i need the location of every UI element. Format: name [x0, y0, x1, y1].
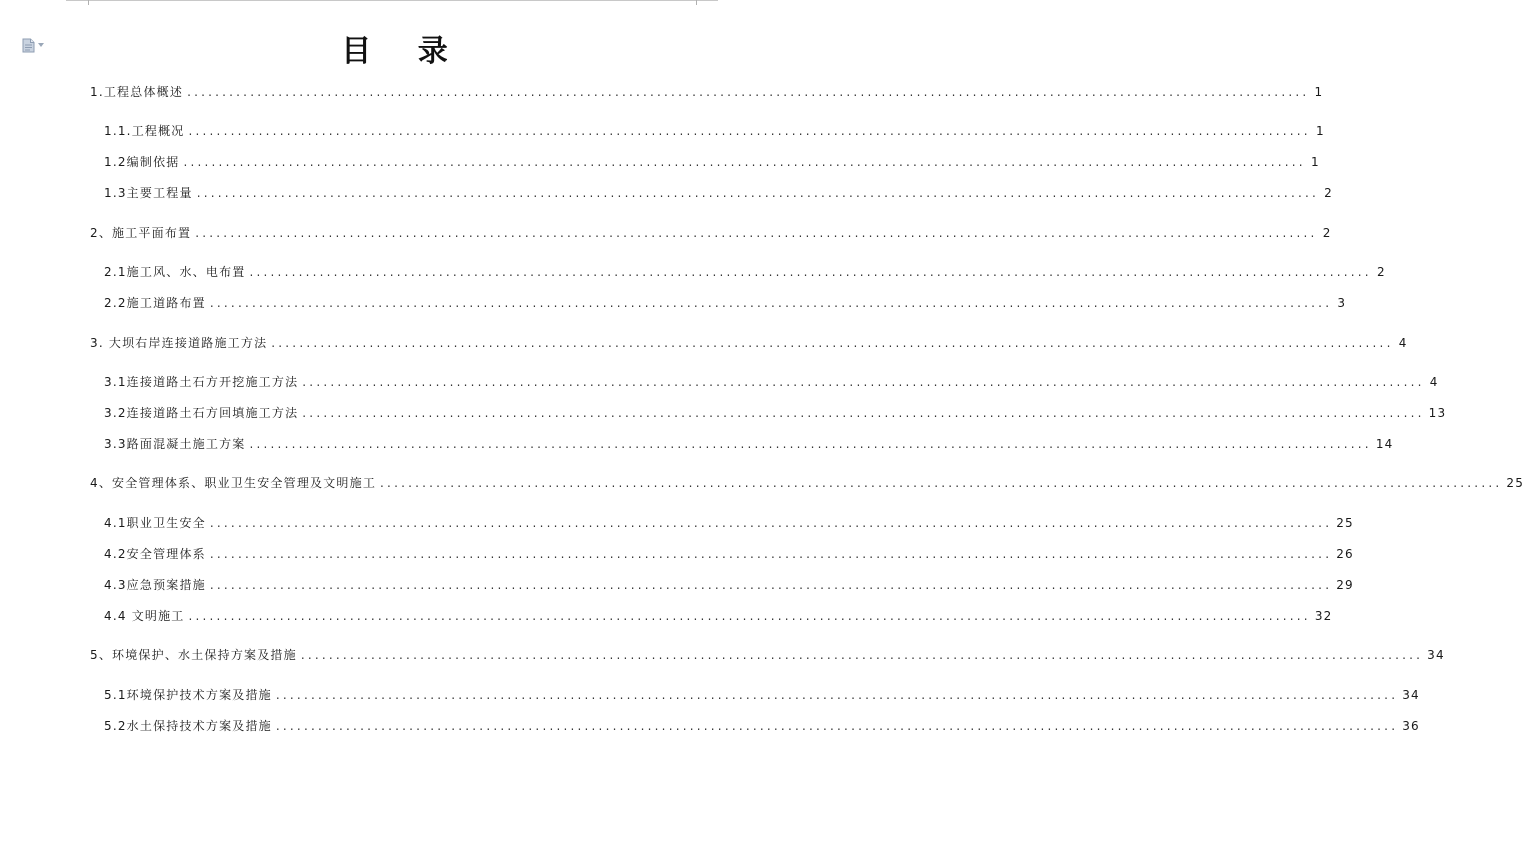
- toc-entry-label: 1.1.工程概况: [104, 124, 185, 138]
- toc-page-number: 4: [1398, 336, 1408, 350]
- toc-page-number: 1: [1310, 155, 1320, 169]
- toc-entry-label: 1.工程总体概述: [90, 85, 184, 99]
- toc-dot-leader: ................................................................................................................................................................: [275, 688, 1399, 702]
- toc-entry[interactable]: [104, 576, 1354, 594]
- toc-entry-label: 2.2施工道路布置: [104, 296, 206, 310]
- toc-entry-label: 2.1施工风、水、电布置: [104, 265, 246, 279]
- toc-page-number: 25: [1336, 516, 1354, 530]
- toc-entry-label: 5.1环境保护技术方案及措施: [104, 688, 272, 702]
- toc-dot-leader: ................................................................................................................................................................: [188, 609, 1311, 623]
- toc-page-number: 34: [1427, 648, 1445, 662]
- toc-dot-leader: ................................................................................................................................................................: [249, 265, 1372, 279]
- toc-entry[interactable]: [104, 153, 1320, 171]
- toc-entry[interactable]: [104, 514, 1354, 532]
- toc-page-number: 13: [1428, 406, 1447, 420]
- toc-entry[interactable]: [104, 435, 1394, 453]
- toc-page-number: 25: [1506, 476, 1524, 490]
- toc-page-number: 2: [1322, 226, 1332, 240]
- toc-dot-leader: ................................................................................................................................................................: [188, 124, 1311, 138]
- toc-dot-leader: ................................................................................................................................................................: [271, 336, 1394, 350]
- toc-entry[interactable]: [104, 545, 1354, 563]
- toc-page-number: 34: [1402, 688, 1420, 702]
- toc-dot-leader: ................................................................................................................................................................: [380, 476, 1503, 490]
- toc-entry-label: 1.3主要工程量: [104, 186, 193, 200]
- toc-entry-label: 2、施工平面布置: [90, 226, 192, 240]
- toc-entry-label: 5、环境保护、水土保持方案及措施: [90, 648, 297, 662]
- toc-dot-leader: ................................................................................................................................................................: [302, 375, 1425, 389]
- toc-page-number: 29: [1336, 578, 1354, 592]
- toc-entry-label: 1.2编制依据: [104, 155, 180, 169]
- toc-entry-label: 5.2水土保持技术方案及措施: [104, 719, 272, 733]
- toc-entry[interactable]: [104, 686, 1420, 704]
- toc-dot-leader: ................................................................................................................................................................: [183, 155, 1306, 169]
- toc-dot-leader: ................................................................................................................................................................: [300, 648, 1424, 662]
- toc-page-number: 1: [1315, 124, 1325, 138]
- toc-entry-label: 4.2安全管理体系: [104, 547, 206, 561]
- toc-dot-leader: ................................................................................................................................................................: [187, 85, 1310, 99]
- toc-dot-leader: ................................................................................................................................................................: [302, 406, 1425, 420]
- toc-page-number: 36: [1402, 719, 1420, 733]
- toc-entry[interactable]: [90, 83, 1324, 101]
- toc-entry-label: 4、安全管理体系、职业卫生安全管理及文明施工: [90, 476, 377, 490]
- toc-page-number: 14: [1375, 437, 1394, 451]
- toc-dot-leader: ................................................................................................................................................................: [209, 578, 1333, 592]
- toc-dot-leader: ................................................................................................................................................................: [209, 516, 1333, 530]
- toc-entry[interactable]: [104, 122, 1325, 140]
- toc-entry[interactable]: [104, 717, 1420, 735]
- toc-entry[interactable]: [104, 607, 1333, 625]
- page-corner-mark-right: [696, 0, 697, 5]
- toc-dot-leader: ................................................................................................................................................................: [249, 437, 1372, 451]
- toc-dot-leader: ................................................................................................................................................................: [209, 296, 1333, 310]
- toc-dot-leader: ................................................................................................................................................................: [195, 226, 1318, 240]
- toc-page-number: 2: [1376, 265, 1386, 279]
- toc-entry[interactable]: [104, 294, 1347, 312]
- toc-entry[interactable]: [90, 334, 1408, 352]
- toc-page-number: 1: [1314, 85, 1324, 99]
- toc-page-number: 26: [1336, 547, 1354, 561]
- toc-entry[interactable]: [104, 404, 1447, 422]
- toc-entry[interactable]: [104, 184, 1333, 202]
- page-corner-mark-left: [88, 0, 89, 5]
- toc-dot-leader: ................................................................................................................................................................: [275, 719, 1399, 733]
- toc-page-number: 32: [1314, 609, 1333, 623]
- toc-entry[interactable]: [104, 373, 1439, 391]
- toc-entry-label: 4.1职业卫生安全: [104, 516, 206, 530]
- toc-entry[interactable]: [90, 474, 1524, 492]
- toc-dot-leader: ................................................................................................................................................................: [196, 186, 1319, 200]
- toc-entry-label: 3.3路面混凝土施工方案: [104, 437, 246, 451]
- toc-entry[interactable]: [104, 263, 1386, 281]
- toc-page-number: 3: [1337, 296, 1347, 310]
- toc-entry-label: 4.4 文明施工: [104, 609, 185, 623]
- toc-page-number: 4: [1429, 375, 1439, 389]
- toc-entry-label: 3. 大坝右岸连接道路施工方法: [90, 336, 268, 350]
- page-title: 目 录: [341, 34, 466, 69]
- toc-dot-leader: ................................................................................................................................................................: [209, 547, 1333, 561]
- toc-entry-label: 3.1连接道路土石方开挖施工方法: [104, 375, 299, 389]
- toc-entry[interactable]: [90, 646, 1445, 664]
- toc-entry[interactable]: [90, 224, 1332, 242]
- toc-entry-label: 3.2连接道路土石方回填施工方法: [104, 406, 299, 420]
- page-top-border: [66, 0, 718, 5]
- toc-entry-label: 4.3应急预案措施: [104, 578, 206, 592]
- toc-page-number: 2: [1324, 186, 1333, 200]
